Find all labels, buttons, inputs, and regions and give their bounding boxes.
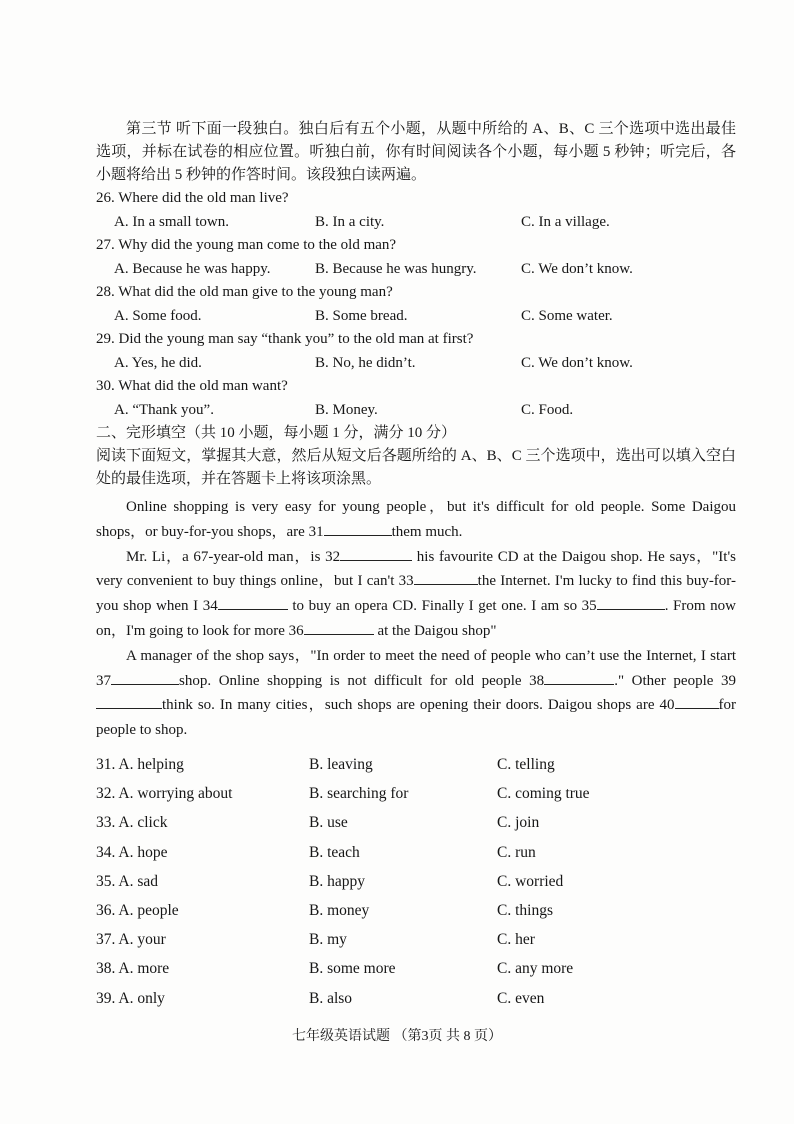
options-26 [96, 211, 736, 235]
blank-31 [324, 520, 392, 536]
passage-text: his favourite CD at the Daigou shop. He says，"It's very convenient to buy things online，but I can't 33 [96, 548, 736, 590]
listening-questions [96, 187, 736, 422]
cloze-row-34 [96, 838, 736, 867]
passage-text: ." Other people 39 [614, 672, 736, 689]
cloze-row-38 [96, 954, 736, 983]
option-a: A. Because he was happy. [114, 260, 271, 277]
option-c: C. We don’t know. [521, 354, 633, 371]
section3-intro: 第三节 听下面一段独白。独白后有五个小题，从题中所给的 A、B、C 三个选项中选出最佳选项，并标在试卷的相应位置。听独白前，你有时间阅读各个小题，每小题 5 秒钟；听完后，各小题将给出 5 秒钟的作答时间。该段独白读两遍。 [96, 121, 736, 183]
option-b: B. also [309, 989, 353, 1007]
passage-text: . From now on，I'm going to look for more 36 [96, 598, 736, 639]
cloze-row-39 [96, 983, 736, 1012]
option-a: 37. A. your [96, 931, 166, 949]
cloze-row-32 [96, 779, 736, 808]
passage-text: for people to shop. [96, 697, 736, 739]
passage-paragraph-1 [96, 495, 736, 545]
passage-text: A manager of the shop says，"In order to meet the need of people who can’t use the Internet, I start 37 [96, 647, 736, 689]
option-a: 35. A. sad [96, 872, 158, 890]
question-27: 27. Why did the young man come to the old man? [96, 237, 397, 253]
option-a: 31. A. helping [96, 756, 184, 774]
option-c: C. worried [497, 872, 564, 890]
cloze-row-36 [96, 896, 736, 925]
cloze-options [96, 750, 736, 1013]
blank-38 [544, 669, 614, 685]
option-b: B. searching for [309, 785, 409, 803]
option-c: C. Some water. [521, 307, 613, 324]
blank-33 [414, 569, 478, 585]
blank-37 [111, 669, 179, 685]
option-b: B. No, he didn’t. [315, 354, 416, 371]
question-29: 29. Did the young man say “thank you” to the old man at first? [96, 331, 474, 347]
blank-40 [675, 693, 719, 709]
option-c: C. We don’t know. [521, 260, 633, 277]
option-c: C. even [497, 989, 545, 1007]
cloze-row-33 [96, 808, 736, 837]
passage-text: think so. In many cities，such shops are opening their doors. Daigou shops are 40 [162, 697, 675, 714]
passage-text: Online shopping is very easy for young people，but it's difficult for old people. Some Daigou shops，or buy-for-you shops，are 31 [96, 499, 736, 540]
option-a: 33. A. click [96, 814, 168, 832]
option-b: B. my [309, 931, 347, 949]
cloze-row-31 [96, 750, 736, 779]
option-a: 39. A. only [96, 989, 165, 1007]
passage-text: Mr. Li，a 67-year-old man，is 32 [126, 548, 341, 565]
option-c: C. In a village. [521, 213, 610, 230]
blank-32 [340, 545, 412, 561]
option-a: 36. A. people [96, 902, 179, 919]
option-c: C. her [497, 931, 535, 949]
option-c: C. telling [497, 756, 555, 774]
options-28 [96, 305, 736, 329]
part2-instruction: 阅读下面短文，掌握其大意，然后从短文后各题所给的 A、B、C 三个选项中，选出可以填入空白处的最佳选项，并在答题卡上将该项涂黑。 [96, 448, 736, 487]
option-c: C. coming true [497, 785, 590, 803]
cloze-passage [96, 495, 736, 743]
passage-text: the Internet. I'm lucky to find this buy-for-you shop when I 34 [96, 573, 736, 615]
question-26: 26. Where did the old man live? [96, 190, 289, 206]
passage-text: them much. [391, 523, 463, 540]
option-c: C. join [497, 814, 540, 832]
option-c: C. any more [497, 960, 574, 978]
blank-36 [304, 619, 374, 635]
option-b: B. Because he was hungry. [315, 260, 477, 277]
option-c: C. Food. [521, 401, 574, 418]
passage-text: to buy an opera CD. Finally I get one. I am so 35 [287, 598, 597, 615]
blank-35 [597, 594, 665, 610]
option-b: B. leaving [309, 756, 373, 774]
option-a: 34. A. hope [96, 843, 168, 861]
option-b: B. teach [309, 843, 360, 861]
passage-paragraph-2 [96, 545, 736, 644]
passage-text: shop. Online shopping is not difficult for old people 38 [179, 672, 545, 689]
option-b: B. use [309, 814, 348, 832]
options-30 [96, 399, 736, 423]
option-b: B. money [309, 902, 370, 919]
question-28: 28. What did the old man give to the young man? [96, 284, 393, 300]
cloze-row-35 [96, 867, 736, 896]
option-b: B. Money. [315, 401, 378, 418]
blank-34 [218, 594, 288, 610]
blank-39 [96, 693, 162, 709]
option-a: A. In a small town. [114, 213, 229, 230]
option-a: A. Yes, he did. [114, 354, 202, 371]
option-c: C. run [497, 843, 536, 861]
option-c: C. things [497, 902, 553, 919]
option-b: B. In a city. [315, 213, 385, 230]
question-30: 30. What did the old man want? [96, 378, 288, 394]
option-a: 38. A. more [96, 960, 170, 978]
option-b: B. happy [309, 872, 365, 890]
page-footer: 七年级英语试题 （第3页 共 8 页） [292, 1029, 502, 1044]
option-a: A. “Thank you”. [114, 401, 214, 418]
passage-paragraph-3 [96, 644, 736, 743]
options-27 [96, 258, 736, 282]
option-a: 32. A. worrying about [96, 785, 233, 803]
part2-title: 二、完形填空（共 10 小题，每小题 1 分，满分 10 分） [96, 425, 457, 441]
passage-text: at the Daigou shop" [373, 622, 497, 639]
option-a: A. Some food. [114, 307, 202, 324]
options-29 [96, 352, 736, 376]
option-b: B. Some bread. [315, 307, 408, 324]
cloze-row-37 [96, 925, 736, 954]
option-b: B. some more [309, 960, 396, 978]
page-content [96, 118, 736, 1013]
